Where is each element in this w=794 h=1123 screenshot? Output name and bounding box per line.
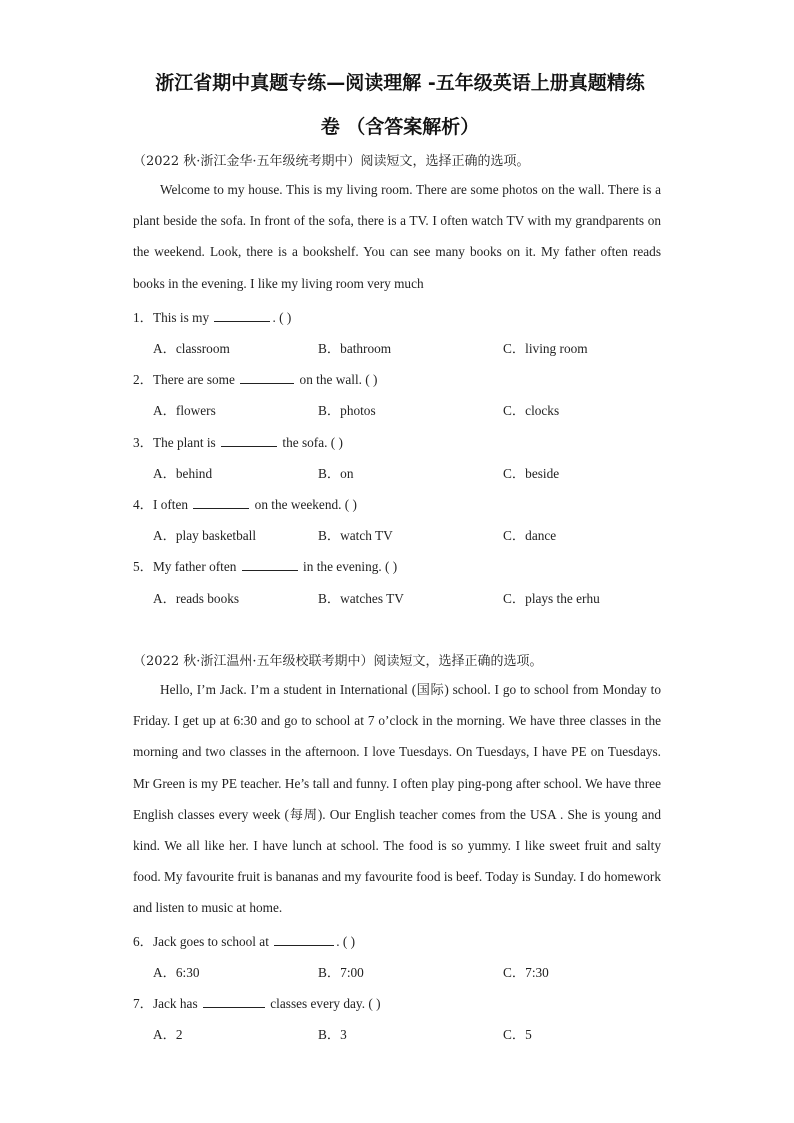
option-b: B．3 <box>318 1027 347 1042</box>
answer-blank <box>274 933 334 946</box>
question-number: 7． <box>133 996 153 1011</box>
question-number: 6． <box>133 934 153 949</box>
answer-blank <box>221 434 277 447</box>
question-tail: in the evening. ( ) <box>299 559 398 574</box>
answer-blank <box>203 995 265 1008</box>
question-4 <box>133 494 357 513</box>
section1-source: （2022 秋·浙江金华·五年级统考期中）阅读短文，选择正确的选项。 <box>133 154 530 169</box>
option-c: C．living room <box>503 341 588 356</box>
question-tail: . ( ) <box>336 934 356 949</box>
option-a: A．2 <box>153 1027 183 1042</box>
option-b: B．photos <box>318 403 376 418</box>
question-stem: The plant is <box>152 435 220 450</box>
option-b: B．watches TV <box>318 591 404 606</box>
question-stem: This is my <box>152 310 213 325</box>
option-b: B．7:00 <box>318 965 364 980</box>
question-number: 2． <box>133 372 153 387</box>
option-a: A．classroom <box>153 341 230 356</box>
question-stem: There are some <box>152 372 239 387</box>
option-a: A．reads books <box>153 591 240 606</box>
question-number: 4． <box>133 497 153 512</box>
option-a: A．6:30 <box>153 965 200 980</box>
page-title-continued: 卷 （含答案解析） <box>320 116 480 138</box>
answer-blank <box>193 496 249 509</box>
question-tail: the sofa. ( ) <box>279 435 343 450</box>
question-6 <box>133 931 355 950</box>
option-b: B．on <box>318 466 354 481</box>
answer-blank <box>242 558 298 571</box>
answer-blank <box>240 371 294 384</box>
option-b: B．bathroom <box>318 341 392 356</box>
option-b: B．watch TV <box>318 528 393 543</box>
question-stem: Jack has <box>152 996 201 1011</box>
question-number: 3． <box>133 435 153 450</box>
question-5 <box>133 556 397 575</box>
option-c: C．7:30 <box>503 965 549 980</box>
question-number: 5． <box>133 559 153 574</box>
question-3 <box>133 432 343 451</box>
question-tail: on the wall. ( ) <box>296 372 378 387</box>
option-c: C．beside <box>503 466 560 481</box>
option-a: A．behind <box>153 466 213 481</box>
section2-passage: Hello, I’m Jack. I’m a student in International (国际) school. I go to school from Monday to Friday. I get up at 6:30 and go to school at 7 o’clock in the morning. We have three classes in the morning and two classes in the afternoon. I love Tuesdays. On Tuesdays, I have PE on Tuesdays. Mr Green is my PE teacher. He’s tall and funny. I often play ping-pong after school. We have three English classes every week (每周). Our English teacher comes from the USA . She is young and kind. We all like her. I have lunch at school. The food is so yummy. I like sweet fruit and salty food. My favourite fruit is bananas and my favourite food is beef. Today is Sunday. I do homework and listen to music at home. <box>133 682 661 916</box>
option-c: C．dance <box>503 528 557 543</box>
option-c: C．5 <box>503 1027 532 1042</box>
question-stem: I often <box>152 497 192 512</box>
option-a: A．flowers <box>153 403 216 418</box>
option-a: A．play basketball <box>153 528 257 543</box>
question-stem: My father often <box>152 559 240 574</box>
question-7 <box>133 993 381 1012</box>
question-2 <box>133 369 377 388</box>
page-title: 浙江省期中真题专练—阅读理解 -五年级英语上册真题精练 <box>155 72 645 94</box>
question-tail: classes every day. ( ) <box>266 996 381 1011</box>
answer-blank <box>214 309 270 322</box>
question-number: 1． <box>133 310 153 325</box>
question-1 <box>133 307 291 326</box>
option-c: C．clocks <box>503 403 560 418</box>
question-tail: . ( ) <box>272 310 292 325</box>
question-tail: on the weekend. ( ) <box>251 497 357 512</box>
section1-passage: Welcome to my house. This is my living room. There are some photos on the wall. There is a plant beside the sofa. In front of the sofa, there is a TV. I often watch TV with my grandparents on the weekend. Look, there is a bookshelf. You can see many books on it. My father often reads books in the evening. I like my living room very much <box>133 182 661 291</box>
question-stem: Jack goes to school at <box>152 934 273 949</box>
section2-source: （2022 秋·浙江温州·五年级校联考期中）阅读短文，选择正确的选项。 <box>133 654 543 669</box>
option-c: C．plays the erhu <box>503 591 600 606</box>
